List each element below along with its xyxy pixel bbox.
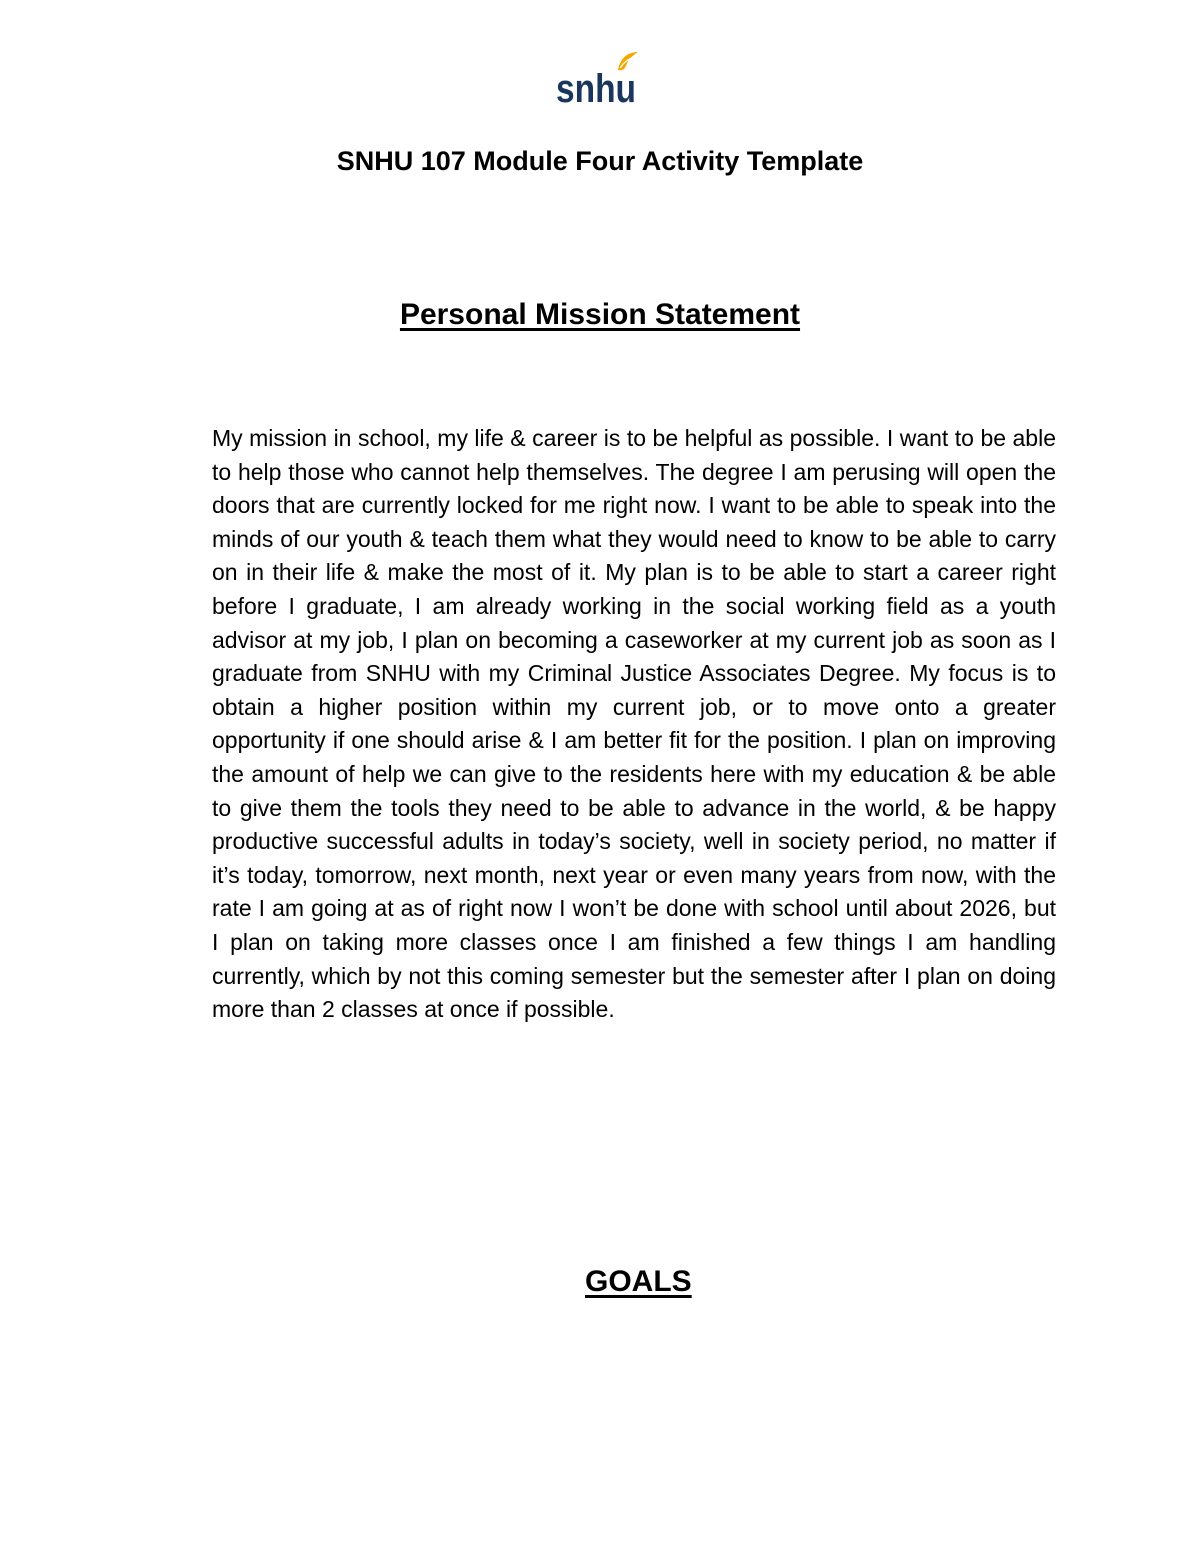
logo-wordmark: snhu — [556, 67, 636, 111]
mission-paragraph: My mission in school, my life & career is to be helpful as possible. I want to be able to help those who cannot help themselves. The degree I am perusing will open the doors that are currently locked for me right now. I want to be able to speak into the minds of our youth & teach them what they would need to know to be able to carry on in their life & make the most of it. My plan is to be able to start a career right before I graduate, I am already working in the social working field as a youth advisor at my job, I plan on becoming a caseworker at my current job as soon as I graduate from SNHU with my Criminal Justice Associates Degree. My focus is to obtain a higher position within my current job, or to move onto a greater opportunity if one should arise & I am better fit for the position. I plan on improving the amount of help we can give to the residents here with my education & be able to give them the tools they need to be able to advance in the world, & be happy productive successful adults in today’s society, well in society period, no matter if it’s today, tomorrow, next month, next year or even many years from now, with the rate I am going at as of right now I won’t be done with school until about 2026, but I plan on taking more classes once I am finished a few things I am handling currently, which by not this coming semester but the semester after I plan on doing more than 2 classes at once if possible. — [212, 425, 1056, 1023]
page-title: SNHU 107 Module Four Activity Template — [336, 146, 864, 176]
mission-heading: Personal Mission Statement — [399, 298, 801, 331]
feather-flame-icon — [548, 46, 648, 112]
snhu-logo — [548, 46, 648, 112]
goals-heading: GOALS — [585, 1265, 692, 1298]
